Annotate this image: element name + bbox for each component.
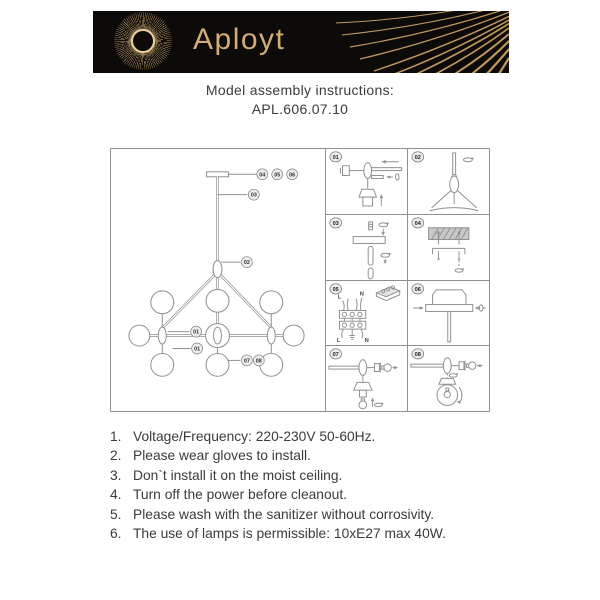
subtitle-block bbox=[0, 81, 600, 119]
svg-text:01: 01 bbox=[193, 329, 200, 336]
svg-text:N: N bbox=[359, 291, 364, 298]
svg-text:03: 03 bbox=[250, 192, 257, 199]
instruction-item bbox=[110, 427, 446, 446]
instruction-number: 6. bbox=[110, 526, 122, 542]
svg-text:01: 01 bbox=[332, 154, 339, 161]
instruction-text: The use of lamps is permissible: 10xE27 max 40W. bbox=[133, 526, 446, 542]
callout-rod bbox=[218, 189, 260, 200]
svg-text:05: 05 bbox=[274, 172, 281, 179]
step-08-figure bbox=[408, 346, 490, 411]
svg-text:06: 06 bbox=[414, 286, 421, 293]
instruction-item bbox=[110, 524, 446, 543]
page-title: Model assembly instructions: bbox=[205, 82, 395, 98]
svg-text:02: 02 bbox=[414, 154, 421, 161]
instruction-item bbox=[110, 466, 446, 485]
instruction-item bbox=[110, 485, 446, 504]
model-number: APL.606.07.10 bbox=[251, 101, 349, 117]
instruction-text: Don`t install it on the moist ceiling. bbox=[133, 467, 343, 483]
svg-text:N: N bbox=[364, 337, 369, 344]
brand-name: Aployt bbox=[193, 22, 286, 56]
step-03-figure bbox=[326, 215, 407, 280]
step-06-figure bbox=[408, 281, 490, 346]
step-05 bbox=[326, 281, 408, 347]
svg-text:08: 08 bbox=[255, 358, 262, 365]
svg-text:03: 03 bbox=[332, 220, 339, 227]
callout-hub bbox=[221, 257, 252, 268]
instruction-number: 4. bbox=[110, 487, 122, 503]
instruction-text: Turn off the power before cleanout. bbox=[133, 487, 347, 503]
step-03 bbox=[326, 215, 408, 281]
svg-text:07: 07 bbox=[243, 358, 250, 365]
callout-bulb bbox=[228, 355, 264, 366]
instruction-text: Please wash with the sanitizer without corrosivity. bbox=[133, 506, 435, 522]
step-08 bbox=[408, 346, 490, 411]
decorative-rays-icon bbox=[334, 11, 509, 73]
step-04 bbox=[408, 215, 490, 281]
step-01 bbox=[326, 149, 408, 215]
instruction-item bbox=[110, 446, 446, 465]
svg-text:07: 07 bbox=[332, 352, 339, 359]
step-06 bbox=[408, 281, 490, 347]
instruction-number: 1. bbox=[110, 429, 122, 444]
svg-text:L: L bbox=[336, 337, 341, 344]
svg-text:02: 02 bbox=[243, 260, 250, 267]
callout-arm-lower bbox=[173, 343, 203, 354]
svg-text:04: 04 bbox=[259, 172, 266, 179]
step-02 bbox=[408, 149, 490, 215]
svg-text:05: 05 bbox=[332, 286, 339, 293]
step-07-figure bbox=[326, 346, 407, 411]
svg-text:08: 08 bbox=[414, 352, 421, 359]
step-05-figure bbox=[326, 281, 407, 346]
assembly-steps-grid bbox=[326, 149, 489, 411]
instruction-number: 3. bbox=[110, 467, 122, 483]
assembly-diagram bbox=[110, 148, 490, 412]
svg-text:04: 04 bbox=[414, 220, 421, 227]
step-01-figure bbox=[326, 149, 407, 214]
step-04-figure bbox=[408, 215, 490, 280]
step-07 bbox=[326, 346, 408, 411]
instruction-text: Please wear gloves to install. bbox=[133, 448, 311, 464]
instruction-item bbox=[110, 505, 446, 524]
chandelier-figure bbox=[111, 149, 325, 411]
instruction-text: Voltage/Frequency: 220-230V 50-60Hz. bbox=[133, 429, 376, 444]
chandelier-drawing bbox=[111, 149, 326, 411]
step-02-figure bbox=[408, 149, 490, 214]
callout-canopy bbox=[228, 169, 297, 180]
starburst-logo-icon bbox=[114, 12, 172, 70]
instruction-number: 2. bbox=[110, 448, 122, 464]
instruction-number: 5. bbox=[110, 506, 122, 522]
svg-text:L: L bbox=[337, 294, 342, 301]
svg-text:01: 01 bbox=[194, 346, 201, 353]
brand-banner bbox=[93, 11, 509, 73]
svg-text:06: 06 bbox=[289, 172, 296, 179]
instruction-list bbox=[110, 427, 446, 543]
